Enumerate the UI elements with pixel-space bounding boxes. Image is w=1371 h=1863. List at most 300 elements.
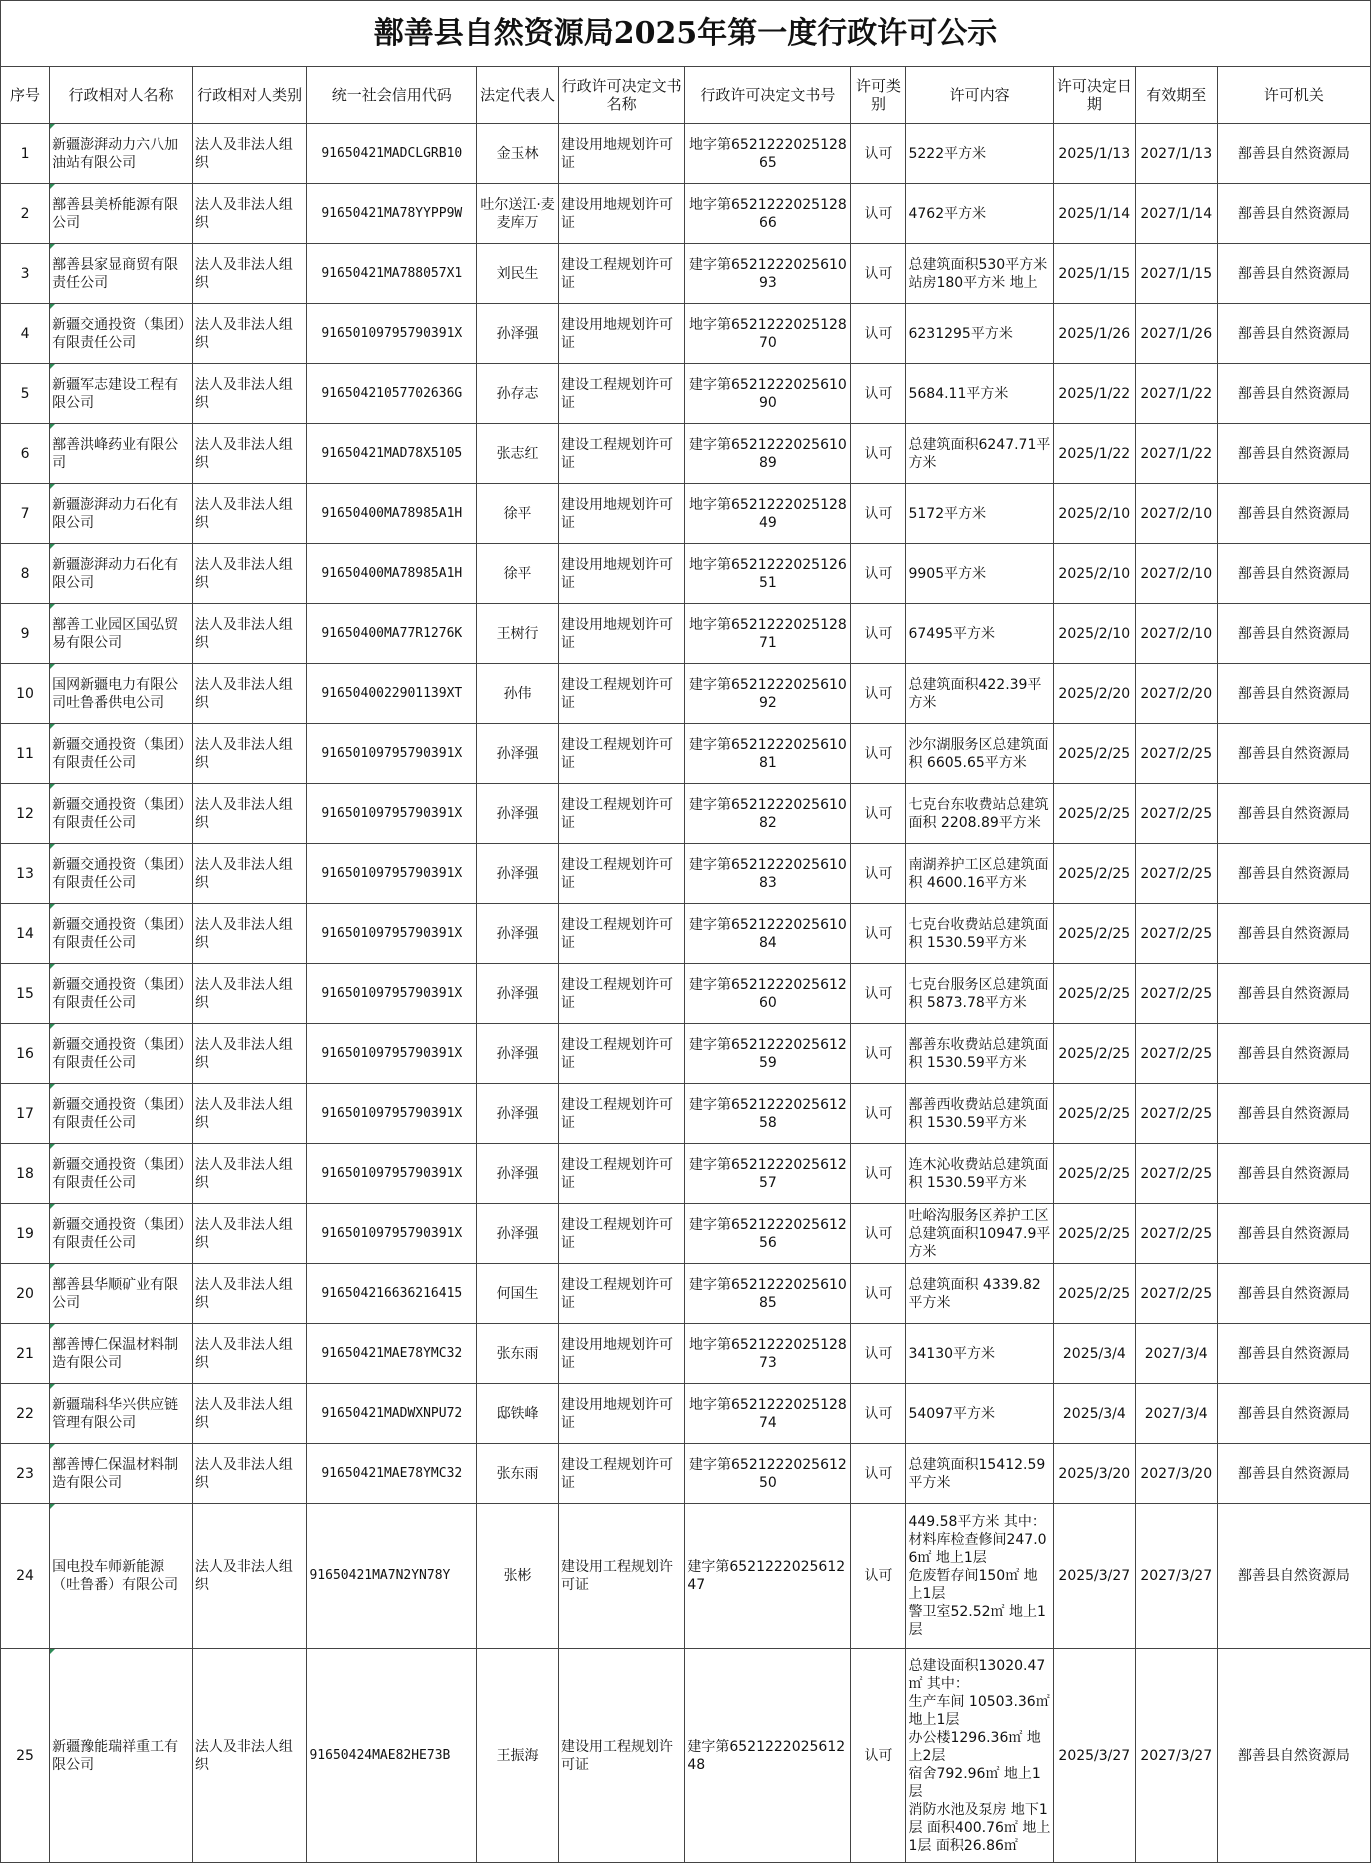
cell-doc-name: 建设用地规划许可证: [559, 604, 685, 664]
table-row: [1, 724, 1371, 784]
cell-doc-name: 建设工程规划许可证: [559, 844, 685, 904]
cell-code: 91650109795790391X: [307, 304, 477, 364]
cell-category: 认可: [851, 364, 906, 424]
cell-doc-no: 建字第652122202561081: [685, 724, 851, 784]
cell-type: 法人及非法人组织: [192, 784, 307, 844]
cell-category: 认可: [851, 1084, 906, 1144]
cell-content: 总建筑面积15412.59平方米: [906, 1444, 1053, 1504]
cell-content: 总建筑面积 4339.82平方米: [906, 1264, 1053, 1324]
cell-doc-name: 建设工程规划许可证: [559, 904, 685, 964]
header-rep: 法定代表人: [477, 67, 559, 124]
cell-rep: 张志红: [477, 424, 559, 484]
cell-rep: 王振海: [477, 1649, 559, 1863]
cell-no: 11: [1, 724, 50, 784]
cell-date: 2025/1/14: [1053, 184, 1135, 244]
cell-valid: 2027/3/4: [1135, 1324, 1217, 1384]
table-row: [1, 1504, 1371, 1649]
header-doc-name: 行政许可决定文书名称: [559, 67, 685, 124]
cell-doc-no: 建字第652122202561248: [685, 1649, 851, 1863]
cell-date: 2025/3/4: [1053, 1384, 1135, 1444]
cell-org: 鄯善县自然资源局: [1217, 664, 1370, 724]
cell-no: 25: [1, 1649, 50, 1863]
cell-doc-name: 建设用地规划许可证: [559, 304, 685, 364]
cell-content: 鄯善西收费站总建筑面积 1530.59平方米: [906, 1084, 1053, 1144]
cell-doc-no: 建字第652122202561247: [685, 1504, 851, 1649]
cell-type: 法人及非法人组织: [192, 304, 307, 364]
cell-category: 认可: [851, 1384, 906, 1444]
cell-name: 新疆交通投资（集团）有限责任公司: [50, 724, 193, 784]
cell-rep: 吐尔送江·麦麦库万: [477, 184, 559, 244]
cell-doc-name: 建设用地规划许可证: [559, 1324, 685, 1384]
cell-doc-no: 地字第652122202512871: [685, 604, 851, 664]
cell-code: 91650421MAE78YMC32: [307, 1444, 477, 1504]
cell-valid: 2027/2/20: [1135, 664, 1217, 724]
cell-doc-no: 建字第652122202561259: [685, 1024, 851, 1084]
cell-rep: 孙存志: [477, 364, 559, 424]
header-code: 统一社会信用代码: [307, 67, 477, 124]
cell-code: 91650421MADCLGRB10: [307, 124, 477, 184]
cell-content: 34130平方米: [906, 1324, 1053, 1384]
cell-org: 鄯善县自然资源局: [1217, 964, 1370, 1024]
cell-name: 国网新疆电力有限公司吐鲁番供电公司: [50, 664, 193, 724]
cell-doc-no: 建字第652122202561256: [685, 1204, 851, 1264]
cell-name: 新疆澎湃动力石化有限公司: [50, 544, 193, 604]
header-org: 许可机关: [1217, 67, 1370, 124]
cell-content: 鄯善东收费站总建筑面积 1530.59平方米: [906, 1024, 1053, 1084]
cell-valid: 2027/1/22: [1135, 364, 1217, 424]
cell-doc-no: 建字第652122202561257: [685, 1144, 851, 1204]
cell-type: 法人及非法人组织: [192, 964, 307, 1024]
cell-date: 2025/2/25: [1053, 1204, 1135, 1264]
cell-doc-name: 建设工程规划许可证: [559, 784, 685, 844]
cell-category: 认可: [851, 1504, 906, 1649]
cell-org: 鄯善县自然资源局: [1217, 1144, 1370, 1204]
cell-category: 认可: [851, 1144, 906, 1204]
cell-doc-name: 建设工程规划许可证: [559, 244, 685, 304]
cell-valid: 2027/2/10: [1135, 544, 1217, 604]
table-row: [1, 1144, 1371, 1204]
cell-valid: 2027/2/10: [1135, 604, 1217, 664]
cell-content: 67495平方米: [906, 604, 1053, 664]
cell-rep: 孙泽强: [477, 1204, 559, 1264]
cell-valid: 2027/2/25: [1135, 1084, 1217, 1144]
cell-type: 法人及非法人组织: [192, 604, 307, 664]
cell-doc-no: 建字第652122202561085: [685, 1264, 851, 1324]
cell-name: 鄯善县美桥能源有限公司: [50, 184, 193, 244]
cell-name: 新疆交通投资（集团）有限责任公司: [50, 964, 193, 1024]
cell-doc-name: 建设工程规划许可证: [559, 1444, 685, 1504]
cell-name: 新疆交通投资（集团）有限责任公司: [50, 784, 193, 844]
table-row: [1, 184, 1371, 244]
cell-date: 2025/3/20: [1053, 1444, 1135, 1504]
cell-doc-no: 地字第652122202512870: [685, 304, 851, 364]
cell-no: 23: [1, 1444, 50, 1504]
cell-content: 6231295平方米: [906, 304, 1053, 364]
cell-type: 法人及非法人组织: [192, 244, 307, 304]
cell-name: 鄯善博仁保温材料制造有限公司: [50, 1444, 193, 1504]
cell-rep: 王树行: [477, 604, 559, 664]
cell-date: 2025/2/10: [1053, 604, 1135, 664]
cell-date: 2025/2/25: [1053, 1084, 1135, 1144]
cell-no: 14: [1, 904, 50, 964]
table-row: [1, 604, 1371, 664]
cell-type: 法人及非法人组织: [192, 424, 307, 484]
cell-type: 法人及非法人组织: [192, 184, 307, 244]
cell-org: 鄯善县自然资源局: [1217, 424, 1370, 484]
cell-rep: 孙泽强: [477, 724, 559, 784]
cell-doc-no: 地字第652122202512865: [685, 124, 851, 184]
cell-no: 22: [1, 1384, 50, 1444]
cell-type: 法人及非法人组织: [192, 1324, 307, 1384]
table-row: [1, 1384, 1371, 1444]
cell-valid: 2027/3/4: [1135, 1384, 1217, 1444]
cell-code: 91650400MA78985A1H: [307, 544, 477, 604]
cell-code: 91650109795790391X: [307, 1024, 477, 1084]
table-row: [1, 1084, 1371, 1144]
cell-name: 新疆澎湃动力石化有限公司: [50, 484, 193, 544]
cell-doc-no: 建字第652122202561258: [685, 1084, 851, 1144]
cell-no: 18: [1, 1144, 50, 1204]
table-row: [1, 1264, 1371, 1324]
cell-org: 鄯善县自然资源局: [1217, 304, 1370, 364]
cell-doc-name: 建设工程规划许可证: [559, 1204, 685, 1264]
cell-category: 认可: [851, 724, 906, 784]
cell-org: 鄯善县自然资源局: [1217, 1264, 1370, 1324]
cell-valid: 2027/3/20: [1135, 1444, 1217, 1504]
cell-valid: 2027/2/25: [1135, 1024, 1217, 1084]
cell-category: 认可: [851, 964, 906, 1024]
table-row: [1, 664, 1371, 724]
cell-date: 2025/2/25: [1053, 904, 1135, 964]
cell-doc-name: 建设工程规划许可证: [559, 1264, 685, 1324]
cell-code: 91650109795790391X: [307, 964, 477, 1024]
cell-doc-no: 建字第652122202561260: [685, 964, 851, 1024]
cell-category: 认可: [851, 1204, 906, 1264]
cell-name: 新疆交通投资（集团）有限责任公司: [50, 304, 193, 364]
cell-valid: 2027/2/25: [1135, 844, 1217, 904]
cell-doc-no: 建字第652122202561084: [685, 904, 851, 964]
cell-content: 连木沁收费站总建筑面积 1530.59平方米: [906, 1144, 1053, 1204]
cell-rep: 张东雨: [477, 1444, 559, 1504]
cell-no: 19: [1, 1204, 50, 1264]
cell-category: 认可: [851, 124, 906, 184]
cell-org: 鄯善县自然资源局: [1217, 544, 1370, 604]
cell-org: 鄯善县自然资源局: [1217, 604, 1370, 664]
cell-code: 916504216636216415: [307, 1264, 477, 1324]
cell-org: 鄯善县自然资源局: [1217, 184, 1370, 244]
cell-date: 2025/3/27: [1053, 1649, 1135, 1863]
header-date: 许可决定日期: [1053, 67, 1135, 124]
cell-type: 法人及非法人组织: [192, 364, 307, 424]
cell-content: 5172平方米: [906, 484, 1053, 544]
table-body: [1, 124, 1371, 1863]
cell-code: 91650109795790391X: [307, 844, 477, 904]
cell-date: 2025/2/25: [1053, 1024, 1135, 1084]
cell-content: 9905平方米: [906, 544, 1053, 604]
cell-type: 法人及非法人组织: [192, 664, 307, 724]
cell-org: 鄯善县自然资源局: [1217, 1504, 1370, 1649]
cell-name: 新疆军志建设工程有限公司: [50, 364, 193, 424]
cell-doc-name: 建设用地规划许可证: [559, 484, 685, 544]
cell-date: 2025/2/25: [1053, 724, 1135, 784]
header-valid: 有效期至: [1135, 67, 1217, 124]
table-row: [1, 1649, 1371, 1863]
cell-valid: 2027/2/25: [1135, 784, 1217, 844]
cell-name: 鄯善县华顺矿业有限公司: [50, 1264, 193, 1324]
cell-valid: 2027/1/22: [1135, 424, 1217, 484]
cell-doc-name: 建设工程规划许可证: [559, 964, 685, 1024]
cell-date: 2025/1/15: [1053, 244, 1135, 304]
cell-content: 5222平方米: [906, 124, 1053, 184]
table-row: [1, 244, 1371, 304]
cell-valid: 2027/1/13: [1135, 124, 1217, 184]
cell-code: 91650421MA78YYPP9W: [307, 184, 477, 244]
cell-org: 鄯善县自然资源局: [1217, 1024, 1370, 1084]
table-row: [1, 304, 1371, 364]
cell-doc-name: 建设用工程规划许可证: [559, 1504, 685, 1649]
cell-org: 鄯善县自然资源局: [1217, 784, 1370, 844]
cell-category: 认可: [851, 844, 906, 904]
cell-type: 法人及非法人组织: [192, 1384, 307, 1444]
cell-valid: 2027/3/27: [1135, 1504, 1217, 1649]
cell-rep: 张彬: [477, 1504, 559, 1649]
cell-org: 鄯善县自然资源局: [1217, 904, 1370, 964]
table-row: [1, 784, 1371, 844]
cell-no: 6: [1, 424, 50, 484]
cell-org: 鄯善县自然资源局: [1217, 1384, 1370, 1444]
cell-type: 法人及非法人组织: [192, 1444, 307, 1504]
cell-category: 认可: [851, 604, 906, 664]
cell-rep: 徐平: [477, 544, 559, 604]
table-row: [1, 484, 1371, 544]
cell-name: 鄯善博仁保温材料制造有限公司: [50, 1324, 193, 1384]
cell-doc-no: 建字第652122202561092: [685, 664, 851, 724]
cell-category: 认可: [851, 1024, 906, 1084]
cell-content: 总建筑面积422.39平方米: [906, 664, 1053, 724]
cell-code: 91650109795790391X: [307, 1084, 477, 1144]
cell-type: 法人及非法人组织: [192, 844, 307, 904]
header-name: 行政相对人名称: [50, 67, 193, 124]
cell-date: 2025/2/10: [1053, 544, 1135, 604]
cell-valid: 2027/2/25: [1135, 1204, 1217, 1264]
header-no: 序号: [1, 67, 50, 124]
table-row: [1, 1204, 1371, 1264]
cell-no: 20: [1, 1264, 50, 1324]
table-row: [1, 364, 1371, 424]
cell-code: 91650421MAD78X5105: [307, 424, 477, 484]
cell-date: 2025/1/26: [1053, 304, 1135, 364]
cell-org: 鄯善县自然资源局: [1217, 844, 1370, 904]
cell-category: 认可: [851, 1444, 906, 1504]
cell-rep: 孙泽强: [477, 904, 559, 964]
cell-doc-no: 建字第652122202561089: [685, 424, 851, 484]
cell-org: 鄯善县自然资源局: [1217, 1324, 1370, 1384]
cell-doc-name: 建设工程规划许可证: [559, 1084, 685, 1144]
header-content: 许可内容: [906, 67, 1053, 124]
cell-code: 91650424MAE82HE73B: [307, 1649, 477, 1863]
cell-valid: 2027/2/25: [1135, 724, 1217, 784]
cell-date: 2025/2/20: [1053, 664, 1135, 724]
cell-doc-name: 建设用地规划许可证: [559, 1384, 685, 1444]
cell-rep: 孙伟: [477, 664, 559, 724]
cell-type: 法人及非法人组织: [192, 1204, 307, 1264]
cell-content: 5684.11平方米: [906, 364, 1053, 424]
cell-category: 认可: [851, 1324, 906, 1384]
cell-no: 17: [1, 1084, 50, 1144]
cell-category: 认可: [851, 484, 906, 544]
cell-doc-name: 建设工程规划许可证: [559, 1144, 685, 1204]
cell-name: 新疆交通投资（集团）有限责任公司: [50, 1144, 193, 1204]
cell-code: 91650109795790391X: [307, 904, 477, 964]
page-title: 鄯善县自然资源局2025年第一度行政许可公示: [0, 0, 1371, 66]
cell-rep: 孙泽强: [477, 784, 559, 844]
cell-date: 2025/1/13: [1053, 124, 1135, 184]
table-row: [1, 1324, 1371, 1384]
cell-doc-no: 建字第652122202561090: [685, 364, 851, 424]
cell-type: 法人及非法人组织: [192, 544, 307, 604]
cell-org: 鄯善县自然资源局: [1217, 124, 1370, 184]
cell-date: 2025/2/25: [1053, 1144, 1135, 1204]
cell-no: 5: [1, 364, 50, 424]
cell-no: 1: [1, 124, 50, 184]
cell-code: 916504002290113​9XT: [307, 664, 477, 724]
cell-org: 鄯善县自然资源局: [1217, 724, 1370, 784]
cell-valid: 2027/2/10: [1135, 484, 1217, 544]
cell-doc-name: 建设工程规划许可证: [559, 1024, 685, 1084]
cell-name: 鄯善工业园区国弘贸易有限公司: [50, 604, 193, 664]
cell-name: 新疆澎湃动力六八加油站有限公司: [50, 124, 193, 184]
cell-org: 鄯善县自然资源局: [1217, 1649, 1370, 1863]
cell-type: 法人及非法人组织: [192, 1024, 307, 1084]
cell-no: 9: [1, 604, 50, 664]
cell-date: 2025/2/25: [1053, 964, 1135, 1024]
cell-no: 13: [1, 844, 50, 904]
cell-date: 2025/2/25: [1053, 784, 1135, 844]
cell-no: 7: [1, 484, 50, 544]
cell-name: 鄯善洪峰药业有限公司: [50, 424, 193, 484]
cell-content: 沙尔湖服务区总建筑面积 6605.65平方米: [906, 724, 1053, 784]
cell-type: 法人及非法人组织: [192, 1649, 307, 1863]
cell-rep: 孙泽强: [477, 304, 559, 364]
table-row: [1, 124, 1371, 184]
permit-table: [0, 66, 1371, 1863]
cell-rep: 孙泽强: [477, 964, 559, 1024]
cell-type: 法人及非法人组织: [192, 904, 307, 964]
cell-rep: 金玉林: [477, 124, 559, 184]
cell-valid: 2027/3/27: [1135, 1649, 1217, 1863]
cell-category: 认可: [851, 184, 906, 244]
cell-code: 91650400MA78985A1H: [307, 484, 477, 544]
cell-doc-name: 建设用工程规划许可证: [559, 1649, 685, 1863]
cell-category: 认可: [851, 244, 906, 304]
cell-rep: 邸铁峰: [477, 1384, 559, 1444]
cell-type: 法人及非法人组织: [192, 1084, 307, 1144]
cell-code: 91650421057702636G: [307, 364, 477, 424]
cell-date: 2025/1/22: [1053, 424, 1135, 484]
cell-doc-no: 建字第652122202561093: [685, 244, 851, 304]
table-row: [1, 1444, 1371, 1504]
cell-doc-no: 地字第652122202512651: [685, 544, 851, 604]
cell-code: 91650400MA77R1276K: [307, 604, 477, 664]
cell-content: 总建设面积13020.47㎡ 其中： 生产车间 10503.36㎡ 地上1层 办公楼1296.36㎡ 地上2层 宿舍792.96㎡ 地上1层 消防水池及泵房 地下1层 面积400.76㎡ 地上1层 面积26.86㎡: [906, 1649, 1053, 1863]
cell-name: 新疆交通投资（集团）有限责任公司: [50, 1084, 193, 1144]
cell-doc-name: 建设工程规划许可证: [559, 424, 685, 484]
cell-code: 91650421MADWXNPU72: [307, 1384, 477, 1444]
cell-category: 认可: [851, 304, 906, 364]
cell-doc-no: 建字第652122202561082: [685, 784, 851, 844]
cell-category: 认可: [851, 664, 906, 724]
cell-name: 新疆交通投资（集团）有限责任公司: [50, 1204, 193, 1264]
cell-date: 2025/2/25: [1053, 1264, 1135, 1324]
cell-org: 鄯善县自然资源局: [1217, 364, 1370, 424]
cell-name: 国电投车师新能源（吐鲁番）有限公司: [50, 1504, 193, 1649]
cell-date: 2025/3/4: [1053, 1324, 1135, 1384]
cell-content: 4762平方米: [906, 184, 1053, 244]
cell-content: 总建筑面积6247.71平方米: [906, 424, 1053, 484]
cell-valid: 2027/1/26: [1135, 304, 1217, 364]
cell-doc-no: 地字第652122202512873: [685, 1324, 851, 1384]
cell-rep: 张东雨: [477, 1324, 559, 1384]
cell-doc-no: 地字第652122202512849: [685, 484, 851, 544]
cell-valid: 2027/2/25: [1135, 1264, 1217, 1324]
cell-content: 54097平方米: [906, 1384, 1053, 1444]
cell-code: 91650421MA788057X1: [307, 244, 477, 304]
table-row: [1, 424, 1371, 484]
cell-type: 法人及非法人组织: [192, 724, 307, 784]
cell-category: 认可: [851, 1264, 906, 1324]
table-row: [1, 544, 1371, 604]
cell-doc-no: 建字第652122202561250: [685, 1444, 851, 1504]
cell-no: 10: [1, 664, 50, 724]
table-row: [1, 1024, 1371, 1084]
cell-doc-no: 建字第652122202561083: [685, 844, 851, 904]
cell-content: 七克台收费站总建筑面积 1530.59平方米: [906, 904, 1053, 964]
cell-code: 91650109795790391X: [307, 1204, 477, 1264]
cell-valid: 2027/1/15: [1135, 244, 1217, 304]
cell-code: 91650421MA7N2YN78Y: [307, 1504, 477, 1649]
cell-content: 七克台服务区总建筑面积 5873.78平方米: [906, 964, 1053, 1024]
cell-no: 2: [1, 184, 50, 244]
cell-org: 鄯善县自然资源局: [1217, 484, 1370, 544]
cell-code: 91650109795790391X: [307, 1144, 477, 1204]
cell-doc-no: 地字第652122202512866: [685, 184, 851, 244]
cell-no: 15: [1, 964, 50, 1024]
cell-rep: 何国生: [477, 1264, 559, 1324]
cell-content: 吐峪沟服务区养护工区总建筑面积10947.9平方米: [906, 1204, 1053, 1264]
cell-content: 南湖养护工区总建筑面积 4600.16平方米: [906, 844, 1053, 904]
cell-no: 3: [1, 244, 50, 304]
cell-type: 法人及非法人组织: [192, 1504, 307, 1649]
cell-rep: 孙泽强: [477, 844, 559, 904]
table-header-row: [1, 67, 1371, 124]
cell-date: 2025/2/10: [1053, 484, 1135, 544]
cell-type: 法人及非法人组织: [192, 124, 307, 184]
cell-rep: 徐平: [477, 484, 559, 544]
header-category: 许可类别: [851, 67, 906, 124]
cell-rep: 孙泽强: [477, 1024, 559, 1084]
cell-doc-name: 建设工程规划许可证: [559, 724, 685, 784]
cell-org: 鄯善县自然资源局: [1217, 1204, 1370, 1264]
cell-date: 2025/3/27: [1053, 1504, 1135, 1649]
table-row: [1, 844, 1371, 904]
cell-no: 8: [1, 544, 50, 604]
cell-org: 鄯善县自然资源局: [1217, 244, 1370, 304]
cell-doc-name: 建设工程规划许可证: [559, 364, 685, 424]
cell-name: 鄯善县家显商贸有限责任公司: [50, 244, 193, 304]
cell-content: 七克台东收费站总建筑面积 2208.89平方米: [906, 784, 1053, 844]
cell-content: 449.58平方米 其中： 材料库检查修间247.06㎡ 地上1层 危废暂存间150㎡ 地上1层 警卫室52.52㎡ 地上1层: [906, 1504, 1053, 1649]
cell-name: 新疆交通投资（集团）有限责任公司: [50, 844, 193, 904]
